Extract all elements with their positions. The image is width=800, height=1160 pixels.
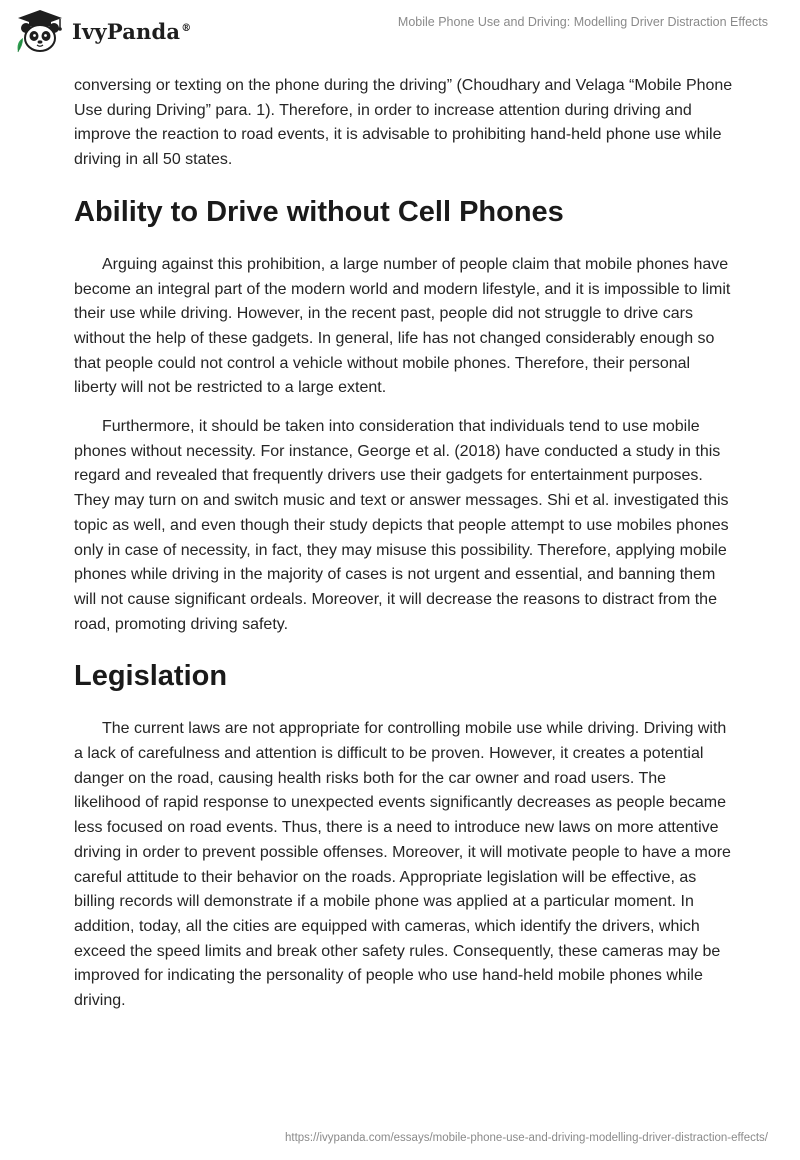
registered-mark: ® (181, 22, 192, 34)
paragraph-necessity: Furthermore, it should be taken into consideration that individuals tend to use mobile phones without necessity. For instance, George et al. (2018) have conducted a study in this regard and revealed that frequently drivers use their gadgets for entertainment purposes. They may turn on and switch music and text or answer messages. Shi et al. investigated this topic as well, and even though their study depicts that people attempt to use mobiles phones only in case of necessity, in fact, they may misuse this possibility. Therefore, applying mobile phones while driving in the majority of cases is not urgent and essential, and banning them will not cause significant ordeals. Moreover, it will decrease the reasons to distract from the road, promoting driving safety. (74, 418, 729, 633)
heading-legislation: Legislation (74, 660, 228, 693)
paragraph-laws: The current laws are not appropriate for controlling mobile use while driving. Driving with a lack of carefulness and attention is difficult to be proven. However, it creates a potential danger on the road, causing health risks both for the car owner and road users. The likelihood of rapid response to unexpected events significantly decreases as people became less focused on road events. Thus, there is a need to introduce new laws on more attentive driving in order to prevent possible offenses. Moreover, it will motivate people to have a more careful attitude to their behavior on the roads. Appropriate legislation will be effective, as billing records will demonstrate if a mobile phone was applied at a particular moment. In addition, today, all the cities are equipped with cameras, which identify the drivers, which exceed the speed limits and break other safety rules. Consequently, these cameras may be improved for indicating the personality of people who use hand-held mobile phones while driving. (74, 720, 731, 1010)
page-header (0, 0, 800, 62)
panda-graduate-icon (14, 8, 66, 54)
heading-ability-to-drive: Ability to Drive without Cell Phones (74, 195, 564, 228)
source-url[interactable]: https://ivypanda.com/essays/mobile-phone-use-and-driving-modelling-driver-distraction-effects/ (284, 1132, 768, 1144)
document-title: Mobile Phone Use and Driving: Modelling Driver Distraction Effects (397, 15, 768, 29)
brand-text: IvyPanda (72, 18, 181, 44)
paragraph-continued: conversing or texting on the phone during the driving” (Choudhary and Velaga “Mobile Phone Use during Driving” para. 1). Therefore, in order to increase attention during driving and improve the reaction to road events, it is advisable to prohibiting hand-held phone use while driving in all 50 states. (74, 77, 733, 169)
essay-body (74, 74, 734, 1028)
paragraph-liberty: Arguing against this prohibition, a large number of people claim that mobile phones have become an integral part of the modern world and modern lifestyle, and it is impossible to limit their use while driving. However, in the recent past, people did not struggle to drive cars without the help of these gadgets. In general, life has not changed considerably enough so that people could not control a vehicle without mobile phones. Therefore, their personal liberty will not be restricted to a large extent. (74, 255, 731, 397)
ivypanda-logo[interactable] (14, 8, 191, 54)
brand-name (72, 19, 191, 44)
